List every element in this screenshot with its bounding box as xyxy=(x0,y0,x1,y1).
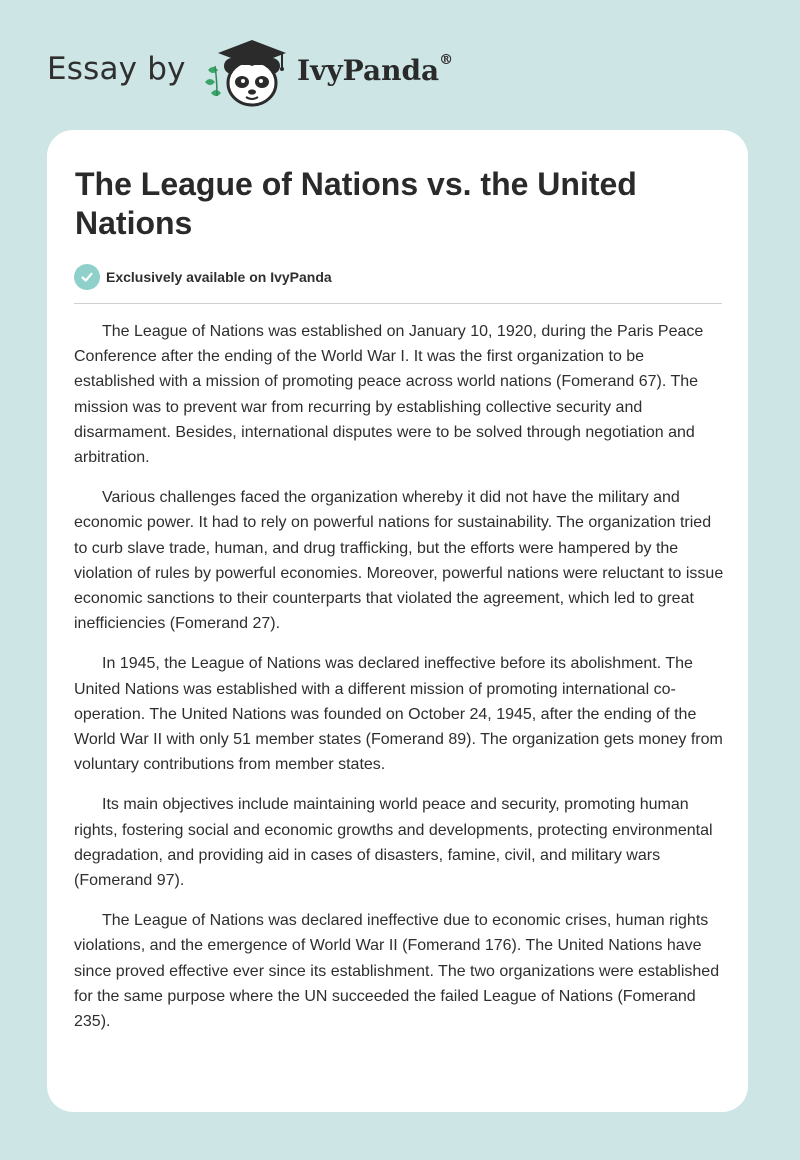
check-circle-icon xyxy=(74,264,100,290)
essay-body xyxy=(74,319,726,1049)
paragraph: Various challenges faced the organization whereby it did not have the military and economic power. It had to rely on powerful nations for sustainability. The organization tried to curb slave trade, human, and drug trafficking, but the efforts were hampered by the violation of rules by powerful economies. Moreover, powerful nations were reluctant to issue economic sanctions to their counterparts that violated the agreement, which led to great inefficiencies (Fomerand 27). xyxy=(74,489,724,633)
registered-mark: ® xyxy=(439,52,454,68)
paragraph: Its main objectives include maintaining world peace and security, promoting human rights, fostering social and economic growths and developments, protecting environmental degradation, and providing aid in cases of disasters, famine, civil, and military wars (Fomerand 97). xyxy=(74,796,713,890)
exclusive-badge-text: Exclusively available on IvyPanda xyxy=(106,269,332,285)
paragraph: The League of Nations was established on January 10, 1920, during the Paris Peace Conference after the ending of the World War I. It was the first organization to be established with a mission of promoting peace across world nations (Fomerand 67). The mission was to prevent war from recurring by establishing collective security and disarmament. Besides, international disputes were to be solved through negotiation and arbitration. xyxy=(74,323,704,467)
panda-graduate-icon[interactable] xyxy=(202,36,292,108)
paragraph: In 1945, the League of Nations was declared ineffective before its abolishment. The United Nations was established with a different mission of promoting international co-operation. The United Nations was founded on October 24, 1945, after the ending of the World War II with only 51 member states (Fomerand 89). The organization gets money from voluntary contributions from member states. xyxy=(74,655,723,774)
paragraph: The League of Nations was declared ineffective due to economic crises, human rights violations, and the emergence of World War II (Fomerand 176). The United Nations have since proved effective ever since its establishment. The two organizations were established for the same purpose where the UN succeeded the failed League of Nations (Fomerand 235). xyxy=(74,912,720,1031)
page-title: The League of Nations vs. the United Nations xyxy=(75,166,637,241)
essay-card xyxy=(47,130,748,1112)
site-header xyxy=(47,36,507,106)
exclusive-badge xyxy=(74,264,332,290)
brand-name[interactable] xyxy=(297,54,453,87)
brand-label: IvyPanda xyxy=(297,54,440,87)
essay-by-label: Essay by xyxy=(47,51,186,87)
divider xyxy=(74,303,722,304)
